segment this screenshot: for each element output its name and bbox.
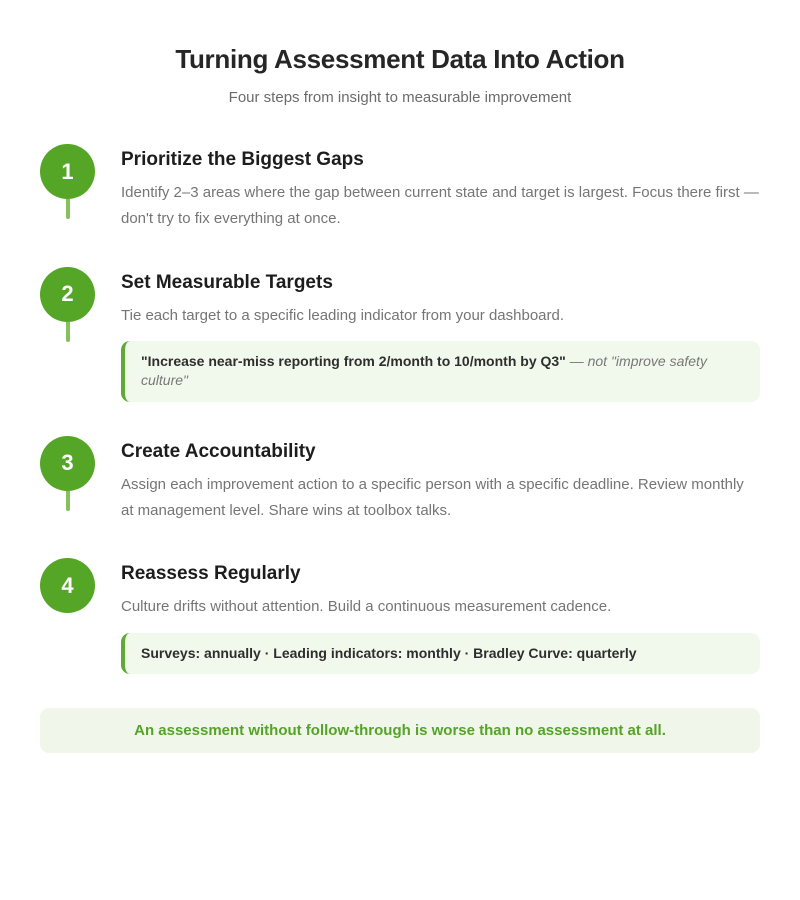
step-1-number-badge: 1 (40, 144, 95, 199)
steps-list (40, 144, 760, 674)
step-4-marker (40, 558, 95, 674)
footer-note-text: An assessment without follow-through is worse than no assessment at all. (134, 722, 666, 740)
footer-note (40, 708, 760, 753)
callout-cadence-text: Surveys: annually · Leading indicators: monthly · Bradley Curve: quarterly (141, 644, 637, 661)
page-subtitle: Four steps from insight to measurable improvement (228, 89, 572, 106)
step-1-body: Identify 2–3 areas where the gap between current state and target is largest. Focus there first — don't try to fix everything at once. (121, 184, 759, 228)
step-3-number-badge: 3 (40, 436, 95, 491)
step-4-content (121, 558, 760, 674)
step-1-content (121, 144, 760, 233)
callout-example-text: "Increase near-miss reporting from 2/month to 10/month by Q3" (141, 352, 566, 369)
step-2-heading: Set Measurable Targets (121, 271, 333, 293)
step-4-number-badge: 4 (40, 558, 95, 613)
step-2-content (121, 267, 760, 402)
step-3 (40, 436, 760, 525)
step-4-heading: Reassess Regularly (121, 563, 301, 585)
step-3-marker (40, 436, 95, 525)
step-1-connector-line (66, 199, 70, 219)
step-3-heading: Create Accountability (121, 440, 316, 462)
step-2-connector-line (66, 322, 70, 342)
page-title: Turning Assessment Data Into Action (175, 44, 625, 74)
step-2-marker (40, 267, 95, 402)
step-2-number-badge: 2 (40, 267, 95, 322)
step-2-example-callout (121, 341, 760, 402)
step-1 (40, 144, 760, 233)
step-1-heading: Prioritize the Biggest Gaps (121, 149, 364, 170)
callout-separator: — (565, 352, 588, 369)
step-4-cadence-callout (121, 633, 760, 675)
callout-contrast-text: not "improve safety culture" (141, 352, 707, 389)
step-2 (40, 267, 760, 402)
step-2-body: Tie each target to a specific leading indicator from your dashboard. (121, 306, 565, 324)
step-4 (40, 558, 760, 674)
step-3-connector-line (66, 491, 70, 511)
step-3-body: Assign each improvement action to a specific person with a specific deadline. Review monthly at management level. Share wins at toolbox talks. (121, 475, 744, 520)
step-1-marker (40, 144, 95, 233)
step-3-content (121, 436, 760, 525)
step-4-body: Culture drifts without attention. Build a continuous measurement cadence. (121, 598, 612, 616)
